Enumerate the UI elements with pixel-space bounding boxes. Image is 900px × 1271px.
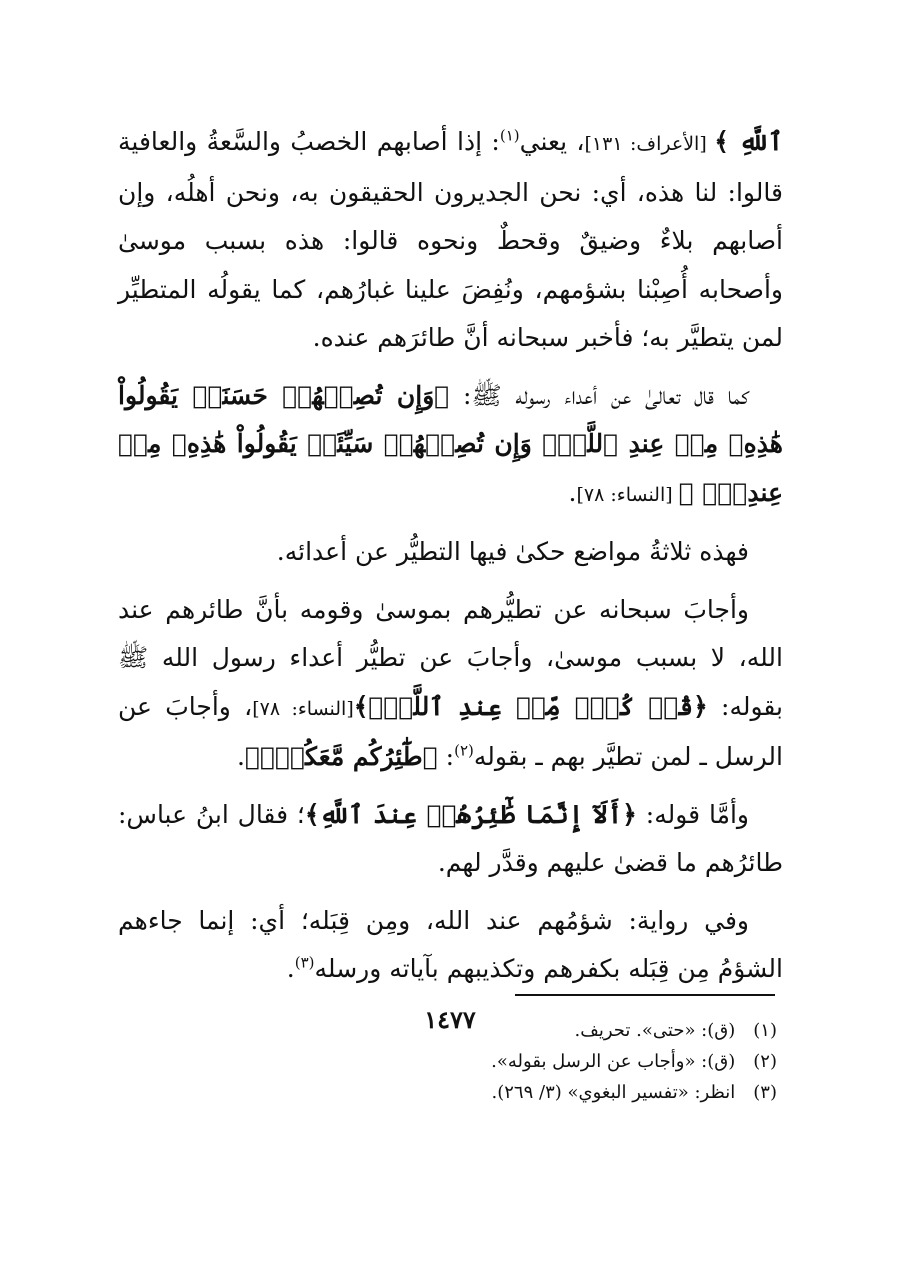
footnote-3 xyxy=(137,1077,777,1108)
page-number: ١٤٧٧ xyxy=(424,1005,476,1034)
footnote-text: (ق): «حتى». تحريف. xyxy=(574,1020,736,1041)
body-text: وأمَّا قوله: xyxy=(636,799,749,829)
paragraph-1 xyxy=(118,118,783,363)
quran-text: ﴿قُلۡ كُلّٞ مِّنۡ عِندِ ٱللَّهِۖ﴾ xyxy=(353,691,708,721)
paragraph-5 xyxy=(118,791,783,888)
footnote-divider xyxy=(515,994,775,996)
quran-text: ٱللَّهِ ﴾ xyxy=(714,127,783,156)
verse-reference: [النساء: ٧٨] xyxy=(576,483,679,506)
body-text: وفي رواية: شؤمُهم عند الله، ومِن قِبَله؛ أي: إنما جاءهم الشؤمُ مِن قِبَله بكفرهم وتكذيبهم بآياته ورسله xyxy=(118,905,783,983)
footnote-number: (٣) xyxy=(753,1082,777,1103)
paragraph-3 xyxy=(118,528,783,577)
footnote-number: (١) xyxy=(753,1020,777,1041)
footnote-number: (٢) xyxy=(753,1051,777,1072)
body-text: ؛ فقال ابنُ عباس: طائرُهم ما قضىٰ عليهم وقدَّر لهم. xyxy=(118,799,783,877)
verse-reference: [الأعراف: ١٣١] xyxy=(584,133,715,155)
body-text: فهذه ثلاثةُ مواضع حكىٰ فيها التطيُّر عن أعدائه. xyxy=(276,537,749,566)
quran-text: ﴿طَٰٓئِرُكُم مَّعَكُمۡۚ﴾ xyxy=(244,742,438,771)
footnote-marker: (١) xyxy=(499,126,520,145)
footnote-marker: (٣) xyxy=(294,953,315,972)
quran-text: ﴿وَإِن تُصِبۡهُمۡ حَسَنَةٞ يَقُولُواْ هَٰذِهِۦ مِنۡ عِندِ ٱللَّهِۖ وَإِن تُصِبۡهُمۡ سَيِّئَةٞ يَقُولُواْ هَٰذِهِۦ مِنۡ عِندِكَۚ ﴾ xyxy=(118,380,783,507)
footnote-text: انظر: «تفسير البغوي» (٣/ ٢٦٩). xyxy=(491,1082,736,1103)
footnote-2 xyxy=(137,1046,777,1077)
footnote-text: (ق): «وأجاب عن الرسل بقوله». xyxy=(491,1051,736,1072)
body-text: . xyxy=(568,477,577,507)
body-text: كما قال تعالىٰ عن أعداء رسوله ﷺ: xyxy=(449,380,749,410)
body-text: ، يعني xyxy=(519,127,585,156)
body-text: : إذا أصابهم الخصبُ والسَّعةُ والعافية قالوا: لنا هذه، أي: نحن الجديرون الحقيقون به، ونحن أهلُه، وإن أصابهم بلاءٌ وضيقٌ وقحطٌ ونحوه قالوا: هذه بسبب موسىٰ وأصحابه أُصِبْنا بشؤمهم، ونُفِضَ علينا غبارُهم، كما يقولُه المتطيِّر لمن يتطيَّر به؛ فأخبر سبحانه أنَّ طائرَهم عنده. xyxy=(118,127,783,352)
body-text: : xyxy=(437,742,455,771)
verse-reference: [النساء: ٧٨] xyxy=(252,697,354,720)
body-text: . xyxy=(286,954,295,983)
footnote-marker: (٢) xyxy=(454,741,474,760)
quran-text: ﴿أَلَآ إِنَّمَا طَٰٓئِرُهُمۡ عِندَ ٱللَّهِ﴾ xyxy=(304,799,637,829)
paragraph-6 xyxy=(118,897,783,994)
paragraph-4 xyxy=(118,586,783,782)
paragraph-2 xyxy=(118,372,783,520)
body-text: ، وأجابَ عن الرسل ـ لمن تطيَّر بهم ـ بقوله xyxy=(118,691,783,771)
body-text: وأجابَ سبحانه عن تطيُّرهم بموسىٰ وقومه بأنَّ طائرهم عند الله، لا بسبب موسىٰ، وأجابَ عن تطيُّر أعداء رسول الله ﷺ بقوله: xyxy=(118,594,783,721)
body-text: . xyxy=(237,742,245,771)
